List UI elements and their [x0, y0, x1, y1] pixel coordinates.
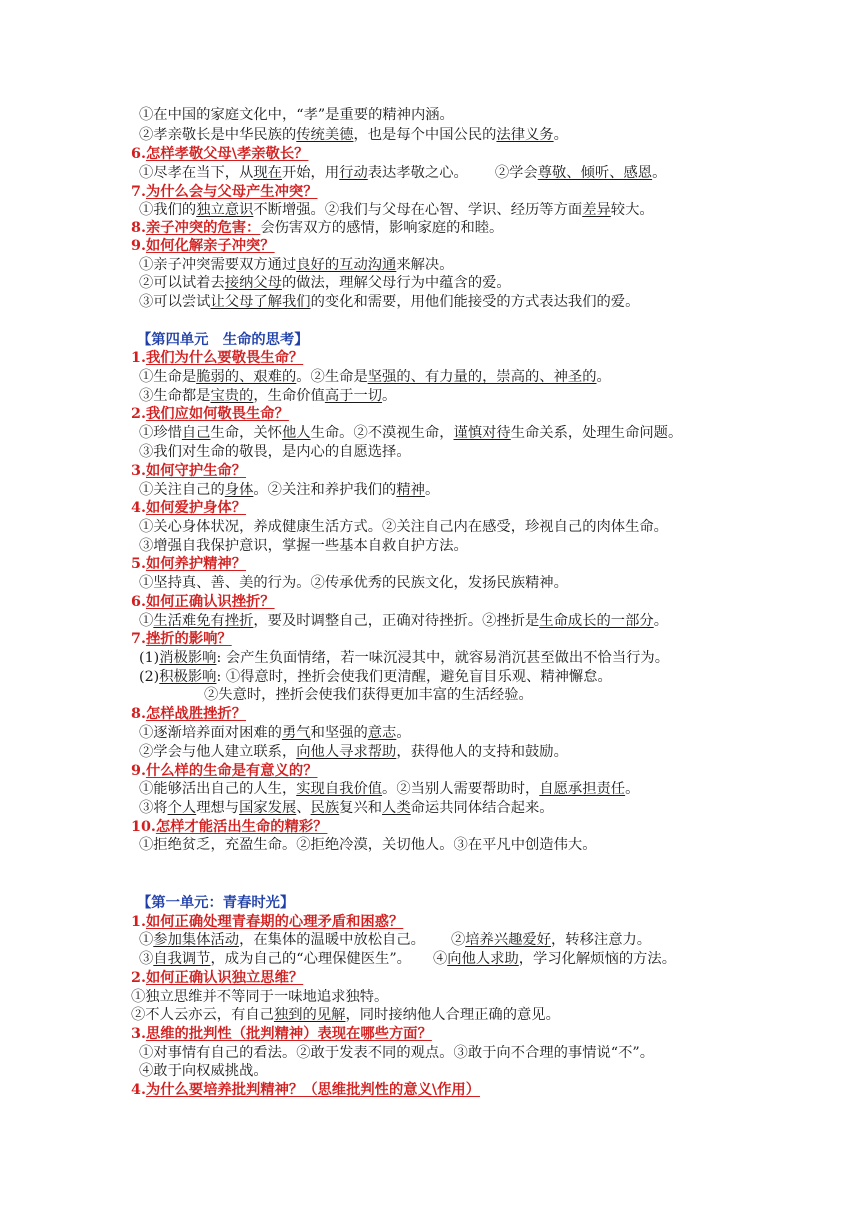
answer-line: ①生活难免有挫折，要及时调整自己，正确对待挫折。②挫折是生命成长的一部分。 [139, 613, 668, 629]
answer-line: ①参加集体活动，在集体的温暖中放松自己。 ②培养兴趣爱好，转移注意力。 [139, 932, 652, 948]
answer-line: ②学会与他人建立联系，向他人寻求帮助，获得他人的支持和鼓励。 [139, 744, 568, 760]
answer-line: ①关心身体状况，养成健康生活方式。②关注自己内在感受，珍视自己的肉体生命。 [139, 519, 668, 535]
answer-line: ③自我调节，成为自己的“心理保健医生”。 ④向他人求助，学习化解烦恼的方法。 [139, 951, 677, 967]
question-heading: 1.如何正确处理青春期的心理矛盾和困惑？ [131, 914, 404, 930]
question-heading: 4.为什么要培养批判精神？（思维批判性的意义\作用） [131, 1082, 480, 1098]
question-heading: 5.如何养护精神？ [131, 556, 247, 572]
question-heading: 9.如何化解亲子冲突？ [131, 238, 275, 254]
question-heading: 6.怎样孝敬父母\孝亲敬长？ [131, 146, 309, 162]
answer-line: ③生命都是宝贵的，生命价值高于一切。 [139, 388, 397, 404]
answer-line: ②失意时，挫折会使我们获得更加丰富的生活经验。 [204, 687, 533, 703]
answer-line: ①关注自己的身体。②关注和养护我们的精神。 [139, 482, 440, 498]
question-heading: 7.挫折的影响？ [131, 631, 232, 647]
answer-line: (1)消极影响: 会产生负面情绪，若一味沉浸其中，就容易消沉甚至做出不恰当行为。 [139, 650, 670, 666]
answer-line: ①逐渐培养面对困难的勇气和坚强的意志。 [139, 725, 411, 741]
answer-line: ③可以尝试让父母了解我们的变化和需要，用他们能接受的方式表达我们的爱。 [139, 294, 640, 310]
answer-line: ①亲子冲突需要双方通过良好的互动沟通来解决。 [139, 257, 454, 273]
answer-line: ①对事情有自己的看法。②敢于发表不同的观点。③敢于向不合理的事情说“不”。 [139, 1045, 655, 1061]
answer-line: ②不人云亦云，有自己独到的见解，同时接纳他人合理正确的意见。 [131, 1007, 560, 1023]
unit-header: 【第四单元 生命的思考】 [137, 332, 309, 348]
question-heading: 10.怎样才能活出生命的精彩？ [131, 819, 328, 835]
answer-line: ③增强自我保护意识，掌握一些基本自救自护方法。 [139, 538, 468, 554]
answer-line: ①坚持真、善、美的行为。②传承优秀的民族文化，发扬民族精神。 [139, 575, 568, 591]
question-heading: 4.如何爱护身体？ [131, 500, 247, 516]
question-heading: 9.什么样的生命是有意义的？ [131, 763, 318, 779]
answer-line: ①尽孝在当下，从现在开始，用行动表达孝敬之心。 ②学会尊敬、倾听、感恩。 [139, 165, 667, 181]
question-heading: 3.思维的批判性（批判精神）表现在哪些方面？ [131, 1026, 432, 1042]
answer-line: ③我们对生命的敬畏，是内心的自愿选择。 [139, 444, 411, 460]
question-heading: 2.如何正确认识独立思维？ [131, 970, 304, 986]
answer-line: (2)积极影响: ①得意时，挫折会使我们更清醒，避免盲目乐观、精神懈怠。 [139, 669, 612, 685]
question-heading: 6.如何正确认识挫折？ [131, 594, 275, 610]
answer-line: ①独立思维并不等同于一味地追求独特。 [131, 989, 389, 1005]
question-heading: 7.为什么会与父母产生冲突？ [131, 184, 318, 200]
answer-line: ①我们的独立意识不断增强。②我们与父母在心智、学识、经历等方面差异较大。 [139, 202, 654, 218]
question-heading: 2.我们应如何敬畏生命？ [131, 406, 289, 422]
question-heading: 1.我们为什么要敬畏生命？ [131, 350, 304, 366]
answer-line: ④敢于向权威挑战。 [139, 1063, 268, 1079]
unit-header: 【第一单元：青春时光】 [137, 895, 295, 911]
question-heading: 3.如何守护生命？ [131, 463, 247, 479]
answer-line: ①拒绝贫乏，充盈生命。②拒绝冷漠，关切他人。③在平凡中创造伟大。 [139, 837, 597, 853]
question-heading: 8.怎样战胜挫折？ [131, 706, 247, 722]
answer-line: ②孝亲敬长是中华民族的传统美德，也是每个中国公民的法律义务。 [139, 127, 568, 143]
answer-line: ①生命是脆弱的、艰难的。②生命是坚强的、有力量的，崇高的、神圣的。 [139, 369, 611, 385]
answer-line: ①在中国的家庭文化中，“孝”是重要的精神内涵。 [139, 107, 454, 123]
answer-line: ①能够活出自己的人生，实现自我价值。②当别人需要帮助时，自愿承担责任。 [139, 781, 640, 797]
answer-line: ①珍惜自己生命，关怀他人生命。②不漠视生命，谨慎对待生命关系，处理生命问题。 [139, 425, 683, 441]
answer-line: ③将个人理想与国家发展、民族复兴和人类命运共同体结合起来。 [139, 800, 554, 816]
answer-line: ②可以试着去接纳父母的做法，理解父母行为中蕴含的爱。 [139, 275, 511, 291]
question-heading: 8.亲子冲突的危害：会伤害双方的感情，影响家庭的和睦。 [131, 220, 504, 236]
